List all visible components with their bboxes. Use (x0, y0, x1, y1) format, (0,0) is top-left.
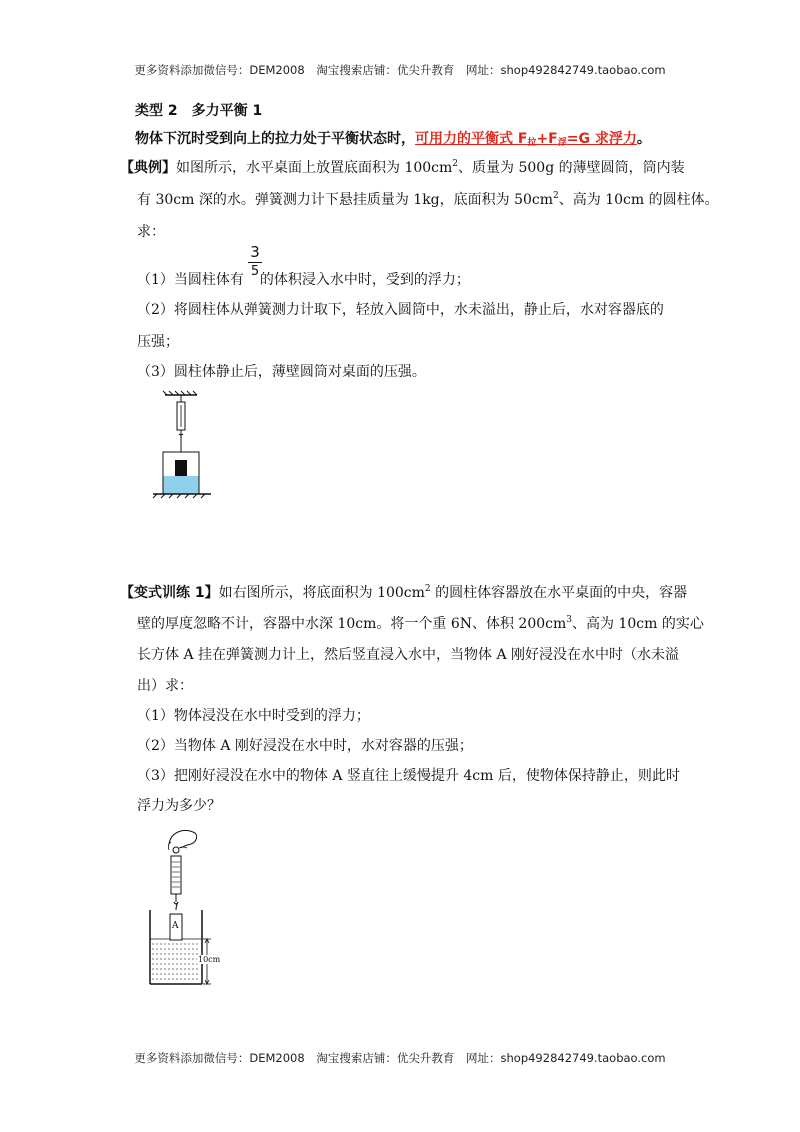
q1-suffix: 的体积浸入水中时，受到的浮力； (259, 272, 470, 288)
variant-text-2b: 、高为 10cm 的实心 (572, 616, 704, 632)
variant-q1: （1）物体浸没在水中时受到的浮力； (137, 708, 370, 724)
depth-label: 10cm (198, 955, 221, 964)
example-line-1 (120, 158, 700, 178)
example-q2a: （2）将圆柱体从弹簧测力计取下，轻放入圆筒中，水未溢出，静止后，水对容器底的 (137, 302, 664, 318)
formula-part-c: =G 求浮力 (566, 131, 637, 147)
formula-sub-1: 拉 (527, 138, 537, 148)
principle-formula (415, 131, 637, 147)
principle-end: 。 (636, 131, 651, 147)
example-q1 (137, 270, 717, 290)
variant-q3a: （3）把刚好浸没在水中的物体 A 竖直往上缓慢提升 4cm 后，使物体保持静止，则此时 (137, 768, 680, 784)
variant-q2: （2）当物体 A 刚好浸没在水中时，水对容器的压强； (137, 738, 473, 754)
figure-spring-scale-cylinder (145, 390, 235, 505)
example-text-2b: 、高为 10cm 的圆柱体。 (558, 192, 719, 208)
block-a-label: A (172, 921, 179, 931)
variant-line-1 (120, 583, 700, 603)
variant-q3b: 浮力为多少？ (137, 798, 221, 814)
variant-line-4: 出）求： (137, 678, 193, 694)
figure-hand-spring-scale-block (145, 822, 235, 987)
principle-text: 物体下沉时受到向上的拉力处于平衡状态时， (135, 131, 415, 147)
fraction-denominator: 5 (250, 264, 260, 279)
header-url: 网址：shop492842749.taobao.com (466, 63, 666, 77)
example-sup-1: 2 (452, 159, 459, 169)
example-line-2 (137, 190, 717, 210)
variant-sup-1: 2 (424, 584, 431, 594)
q1-prefix: （1）当圆柱体有 (137, 272, 244, 288)
header-shop: 淘宝搜索店铺：优尖升教育 (316, 63, 455, 77)
example-tag: 【典例】 (120, 160, 176, 176)
example-line-3: 求： (137, 224, 165, 240)
fraction-three-fifths (248, 244, 262, 279)
example-text-1b: 、质量为 500g 的薄壁圆筒，筒内装 (458, 160, 685, 176)
variant-sup-2: 3 (566, 615, 573, 625)
variant-text-1b: 的圆柱体容器放在水平桌面的中央，容器 (430, 585, 688, 601)
variant-line-2 (137, 614, 717, 634)
footer-shop: 淘宝搜索店铺：优尖升教育 (316, 1051, 455, 1065)
formula-part-b: +F (536, 131, 558, 147)
header-wechat: 更多资料添加微信号：DEM2008 (134, 63, 305, 77)
section-title: 类型 2 多力平衡 1 (135, 103, 263, 119)
example-q2b: 压强； (137, 334, 179, 350)
variant-tag: 【变式训练 1】 (120, 585, 219, 601)
principle-line (135, 129, 715, 149)
fraction-numerator: 3 (250, 243, 260, 261)
footer-wechat: 更多资料添加微信号：DEM2008 (134, 1051, 305, 1065)
formula-sub-2: 浮 (557, 138, 567, 148)
fraction-bar (248, 262, 262, 263)
example-q3: （3）圆柱体静止后，薄壁圆筒对桌面的压强。 (137, 364, 426, 380)
variant-line-3: 长方体 A 挂在弹簧测力计上，然后竖直浸入水中，当物体 A 刚好浸没在水中时（水未溢 (137, 647, 680, 663)
page-header (0, 62, 800, 78)
formula-part-a: 可用力的平衡式 F (415, 131, 528, 147)
example-text-2a: 有 30cm 深的水。弹簧测力计下悬挂质量为 1kg，底面积为 50cm (137, 192, 554, 208)
page-footer (0, 1050, 800, 1066)
variant-text-1a: 如右图所示，将底面积为 100cm (218, 585, 425, 601)
example-text-1a: 如图所示，水平桌面上放置底面积为 100cm (176, 160, 453, 176)
variant-text-2: 壁的厚度忽略不计，容器中水深 10cm。将一个重 6N、体积 200cm (137, 616, 567, 632)
footer-url: 网址：shop492842749.taobao.com (466, 1051, 666, 1065)
example-sup-2: 2 (553, 191, 559, 201)
